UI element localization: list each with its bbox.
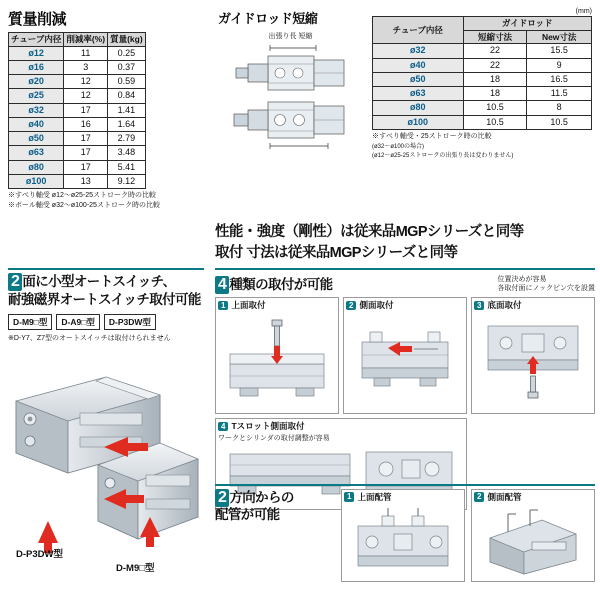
mount-cell-side-label: 側面取付 (359, 300, 394, 311)
mounting-cells-row-1 (215, 297, 595, 414)
cell: 2.79 (108, 132, 146, 146)
mount-cell-bottom-header (472, 298, 594, 312)
mount-cell-bottom-label: 底面取付 (487, 300, 522, 311)
cell: 17 (64, 160, 108, 174)
piping-cell-side-figure (472, 504, 594, 581)
table-row (373, 115, 592, 129)
mounting-header (215, 273, 595, 294)
table-row (373, 101, 592, 115)
cell: 0.84 (108, 89, 146, 103)
label-d-p3dw: D-P3DW型 (16, 548, 63, 560)
auto-switch-model-chips (8, 314, 204, 330)
cell: 0.37 (108, 60, 146, 74)
auto-switch-heading-num: 2 (8, 273, 22, 291)
guiderod-title: ガイドロッド短縮 (218, 11, 318, 26)
cell: 11 (64, 46, 108, 60)
table-row (9, 117, 146, 131)
mounting-note-line2: 各取付面にノックピン穴を設置 (497, 285, 595, 293)
table-row (9, 160, 146, 174)
chip-model-1: D-A9□型 (56, 314, 99, 330)
section-guide-rod (218, 8, 363, 154)
table-row (373, 58, 592, 72)
auto-switch-heading (8, 273, 204, 309)
cell: ø50 (9, 132, 64, 146)
cell: 1.64 (108, 117, 146, 131)
cell: ø25 (9, 89, 64, 103)
auto-switch-heading-line2: 耐強磁界オートスイッチ取付可能 (8, 292, 201, 308)
cell: ø80 (9, 160, 64, 174)
piping-cell-top-num: 1 (344, 492, 354, 501)
cell: 0.59 (108, 75, 146, 89)
table-header-row (373, 17, 592, 31)
weight-col-0: チューブ内径 (9, 33, 64, 47)
mount-cell-tslot-label: Tスロット側面取付 (231, 421, 305, 432)
cell: 10.5 (463, 101, 527, 115)
cell: 15.5 (527, 44, 592, 58)
cell: ø32 (373, 44, 464, 58)
dim-col-2: New寸法 (527, 30, 592, 44)
piping-heading (215, 489, 335, 582)
piping-heading-line2: 配管が可能 (215, 507, 280, 523)
piping-cell-top-header (342, 490, 464, 504)
cell: 18 (463, 87, 527, 101)
guiderod-figure (218, 42, 358, 154)
cell: 12 (64, 75, 108, 89)
mounting-heading (215, 273, 333, 294)
table-header-row (9, 33, 146, 47)
mount-cell-top (215, 297, 339, 414)
auto-switch-heading-line1: 面に小型オートスイッチ、 (22, 274, 176, 289)
piping-cell-top-figure (342, 504, 464, 581)
dim-header-group: ガイドロッド (463, 17, 591, 31)
piping-cell-top (341, 489, 465, 582)
mount-cell-tslot-header (216, 419, 466, 433)
cell: ø63 (9, 146, 64, 160)
cell: ø40 (9, 117, 64, 131)
table-row (9, 146, 146, 160)
cell: 16 (64, 117, 108, 131)
cell: ø80 (373, 101, 464, 115)
mounting-note-line1: 位置決めが容易 (497, 276, 547, 283)
divider-top (8, 268, 204, 270)
piping-heading-num: 2 (215, 489, 229, 507)
mount-cell-top-num: 1 (218, 301, 228, 310)
mount-cell-top-header (216, 298, 338, 312)
cell: 3 (64, 60, 108, 74)
table-row (9, 60, 146, 74)
cell: 17 (64, 103, 108, 117)
mount-cell-side-figure (344, 312, 466, 413)
cell: 13 (64, 174, 108, 188)
mounting-heading-text: 種類の取付が可能 (229, 277, 333, 292)
cell: 9.12 (108, 174, 146, 188)
cell: 1.41 (108, 103, 146, 117)
cell: ø12 (9, 46, 64, 60)
table-row (9, 174, 146, 188)
cell: 0.25 (108, 46, 146, 60)
weight-note-1: ※ボール軸受 ø32～ø100-25ストローク時の比較 (8, 201, 160, 209)
mount-cell-bottom (471, 297, 595, 414)
weight-col-1: 削減率(%) (64, 33, 108, 47)
weight-table (8, 32, 146, 189)
table-row (9, 46, 146, 60)
auto-switch-photos (8, 347, 204, 574)
mount-cell-tslot-sub: ワークとシリンダの取付調整が容易 (218, 435, 330, 443)
cylinder-photo-illustration (8, 347, 204, 562)
weight-title: 質量削減 (8, 11, 67, 28)
mount-cell-side-header (344, 298, 466, 312)
cell: 5.41 (108, 160, 146, 174)
table-row (9, 75, 146, 89)
banner-line-1: 性能・強度（剛性）は従来品MGPシリーズと同等 (215, 224, 524, 240)
mounting-note (497, 273, 595, 294)
banner-line-2: 取付 寸法は従来品MGPシリーズと同等 (215, 245, 458, 262)
cell: 22 (463, 44, 527, 58)
mount-cell-side (343, 297, 467, 414)
table-row (9, 103, 146, 117)
chip-model-2: D-P3DW型 (104, 314, 156, 330)
piping-cell-side (471, 489, 595, 582)
weight-col-2: 質量(kg) (108, 33, 146, 47)
piping-cell-side-label: 側面配管 (487, 492, 522, 502)
dim-unit: (mm) (575, 8, 592, 15)
dim-note-2: (ø12～ø25-25ストロークの出張り長は変わりません) (372, 153, 514, 160)
cell: ø16 (9, 60, 64, 74)
cell: ø100 (9, 174, 64, 188)
dim-col-1: 短縮寸法 (463, 30, 527, 44)
dim-note-0: ※すべり軸受・25ストローク時の比較 (372, 132, 492, 140)
mount-cell-bottom-figure (472, 312, 594, 413)
cell: 17 (64, 132, 108, 146)
mount-cell-top-figure (216, 312, 338, 413)
cell: 8 (527, 101, 592, 115)
cell: ø32 (9, 103, 64, 117)
cell: ø63 (373, 87, 464, 101)
mount-cell-bottom-num: 3 (474, 301, 484, 310)
guiderod-drawing (218, 42, 358, 154)
section-piping (215, 484, 595, 582)
cell: ø100 (373, 115, 464, 129)
section-weight-reduction (8, 8, 188, 210)
auto-switch-warning: ※D-Y7、Z7型のオートスイッチは取付けられません (8, 334, 171, 342)
cell: 16.5 (527, 72, 592, 86)
weight-note-0: ※すべり軸受 ø12～ø25-25ストローク時の比較 (8, 192, 157, 200)
section-dimension-table (372, 8, 592, 159)
mount-cell-tslot-num: 4 (218, 422, 228, 431)
mount-cell-top-label: 上面取付 (231, 300, 266, 311)
cell: ø40 (373, 58, 464, 72)
piping-cell-top-label: 上面配管 (357, 492, 392, 502)
cell: ø20 (9, 75, 64, 89)
mount-cell-side-num: 2 (346, 301, 356, 310)
cell: 9 (527, 58, 592, 72)
piping-cell-side-header (472, 490, 594, 504)
section-mounting (215, 268, 595, 510)
section-banner (215, 222, 595, 264)
table-row (373, 44, 592, 58)
dimension-table (372, 16, 592, 130)
divider-top (215, 268, 595, 270)
dim-note-1: (ø32～ø100の場合) (372, 144, 425, 151)
cell: 12 (64, 89, 108, 103)
chip-model-0: D-M9□型 (8, 314, 52, 330)
piping-inner (215, 489, 595, 582)
table-row (9, 132, 146, 146)
dim-col-0: チューブ内径 (373, 17, 464, 44)
cell: 11.5 (527, 87, 592, 101)
cell: 18 (463, 72, 527, 86)
cell: ø50 (373, 72, 464, 86)
divider-top (215, 484, 595, 486)
table-row (373, 87, 592, 101)
table-row (373, 72, 592, 86)
cell: 10.5 (527, 115, 592, 129)
label-d-m9: D-M9□型 (116, 562, 155, 574)
mounting-heading-num: 4 (215, 276, 229, 294)
table-row (9, 89, 146, 103)
cell: 10.5 (463, 115, 527, 129)
cell: 17 (64, 146, 108, 160)
cell: 3.48 (108, 146, 146, 160)
section-auto-switch (8, 268, 204, 574)
piping-cell-side-num: 2 (474, 492, 484, 501)
guiderod-caption: 出張り長 短縮 (268, 33, 313, 40)
piping-heading-line1: 方向からの (229, 490, 294, 505)
cell: 22 (463, 58, 527, 72)
